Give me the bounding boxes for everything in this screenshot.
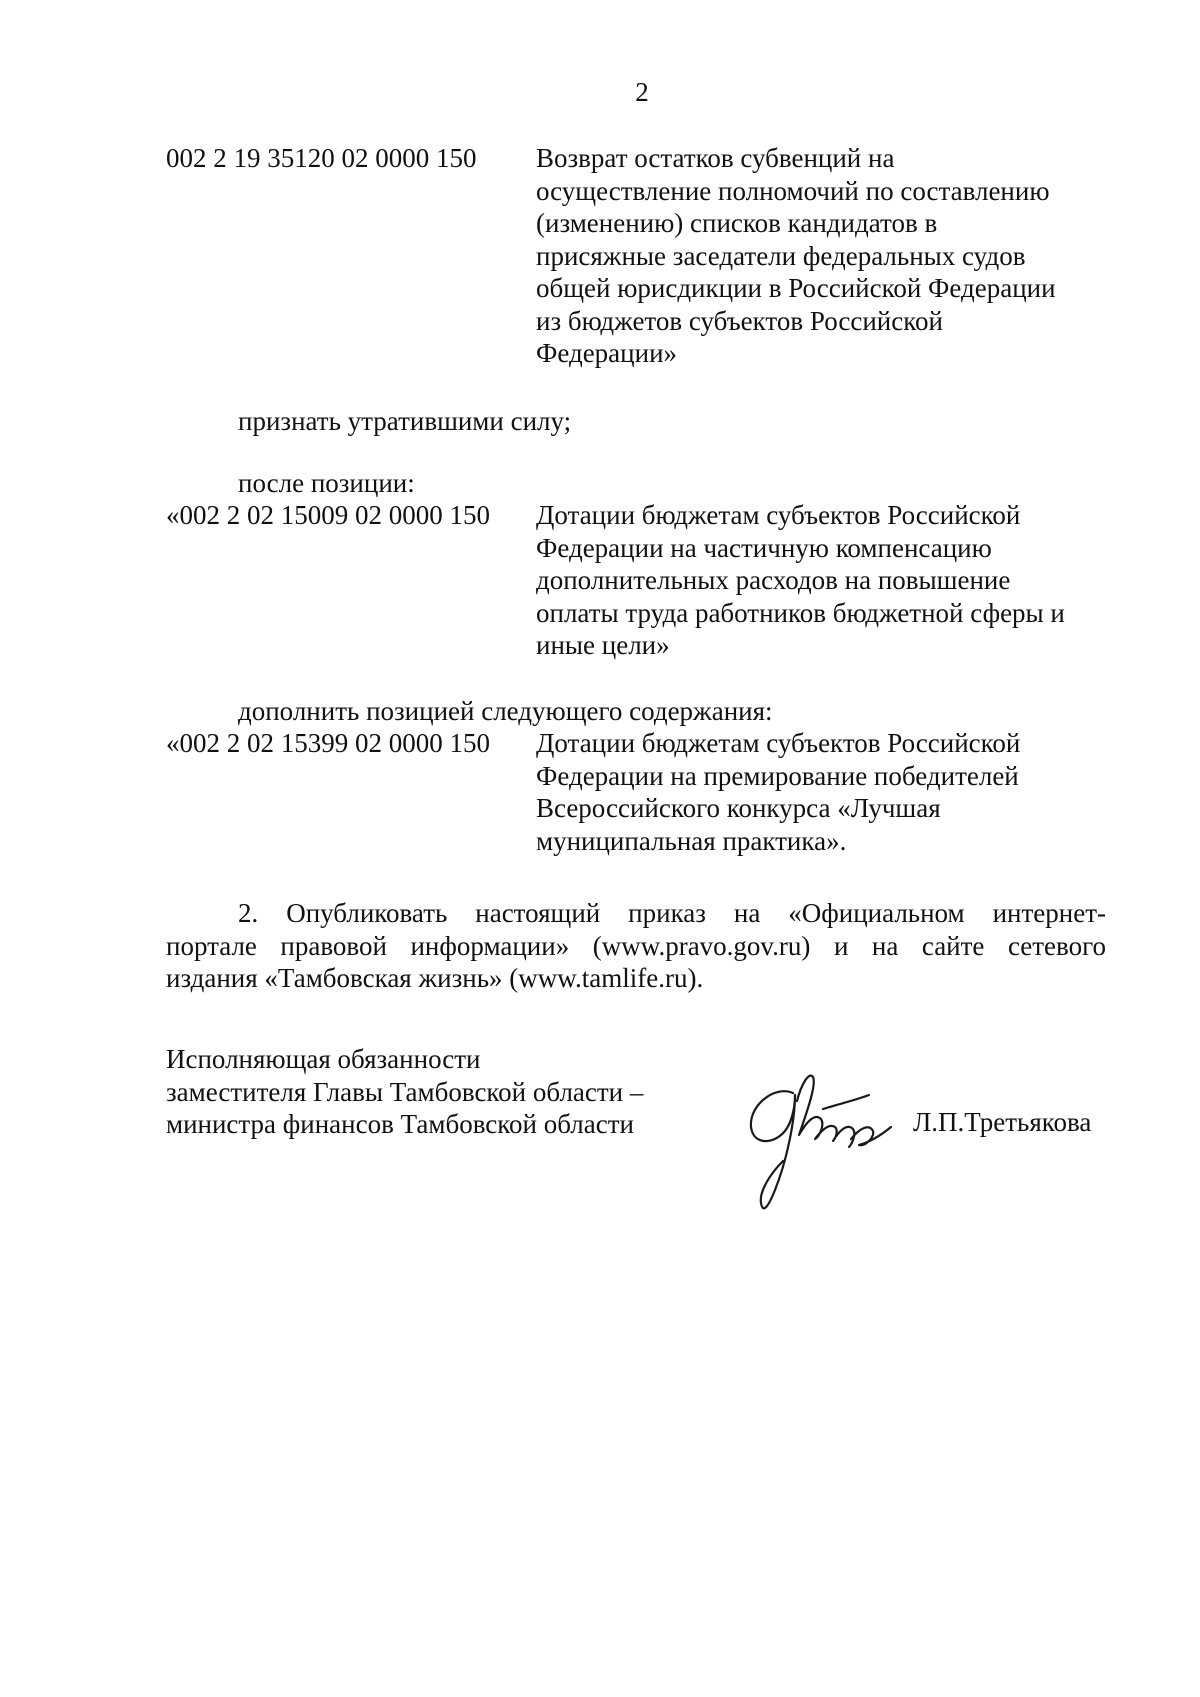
description-line: муниципальная практика». bbox=[536, 825, 847, 856]
description-line: (изменению) списков кандидатов в bbox=[536, 208, 938, 238]
description-line: из бюджетов субъектов Российской bbox=[536, 305, 943, 336]
instruction-after-position: после позиции: bbox=[238, 468, 415, 498]
description-line: Дотации бюджетам субъектов Российской bbox=[536, 728, 1021, 758]
signatory-title-line: Исполняющая обязанности bbox=[166, 1044, 481, 1074]
budget-code-description bbox=[536, 727, 1106, 857]
page-number: 2 bbox=[635, 77, 649, 107]
description-line: Всероссийского конкурса «Лучшая bbox=[536, 793, 941, 823]
handwritten-signature bbox=[735, 1065, 895, 1220]
signatory-title-line: министра финансов Тамбовской области bbox=[166, 1109, 634, 1139]
description-line: присяжные заседатели федеральных судов bbox=[536, 240, 1026, 271]
budget-code: «002 2 02 15399 02 0000 150 bbox=[166, 728, 490, 758]
publication-paragraph bbox=[166, 897, 1106, 995]
signatory-title-line: заместителя Главы Тамбовской области – bbox=[166, 1076, 644, 1107]
budget-code-description bbox=[536, 499, 1106, 662]
budget-code: 002 2 19 35120 02 0000 150 bbox=[166, 143, 477, 173]
description-line: Федерации на премирование победителей bbox=[536, 760, 1019, 791]
signatory-name: Л.П.Третьякова bbox=[913, 1107, 1092, 1137]
description-line: осуществление полномочий по составлению bbox=[536, 175, 1050, 206]
description-line: Дотации бюджетам субъектов Российской bbox=[536, 500, 1021, 530]
description-line: общей юрисдикции в Российской Федерации bbox=[536, 273, 1056, 303]
description-line: Федерации» bbox=[536, 338, 678, 368]
description-line: иные цели» bbox=[536, 630, 670, 660]
budget-code-description bbox=[536, 142, 1106, 370]
description-line: Возврат остатков субвенций на bbox=[536, 143, 895, 173]
instruction-repeal: признать утратившими силу; bbox=[238, 406, 572, 436]
paragraph-line: портале правовой информации» (www.pravo.gov.ru) и на сайте сетевого bbox=[166, 930, 1106, 961]
paragraph-line: издания «Тамбовская жизнь» (www.tamlife.ru). bbox=[166, 963, 704, 993]
paragraph-line: 2. Опубликовать настоящий приказ на «Официальном интернет- bbox=[238, 898, 1106, 928]
instruction-add-position: дополнить позицией следующего содержания: bbox=[238, 696, 773, 726]
signatory-title bbox=[166, 1043, 643, 1141]
description-line: оплаты труда работников бюджетной сферы и bbox=[536, 597, 1065, 628]
description-line: дополнительных расходов на повышение bbox=[536, 565, 1011, 595]
description-line: Федерации на частичную компенсацию bbox=[536, 532, 992, 563]
budget-code: «002 2 02 15009 02 0000 150 bbox=[166, 500, 490, 530]
